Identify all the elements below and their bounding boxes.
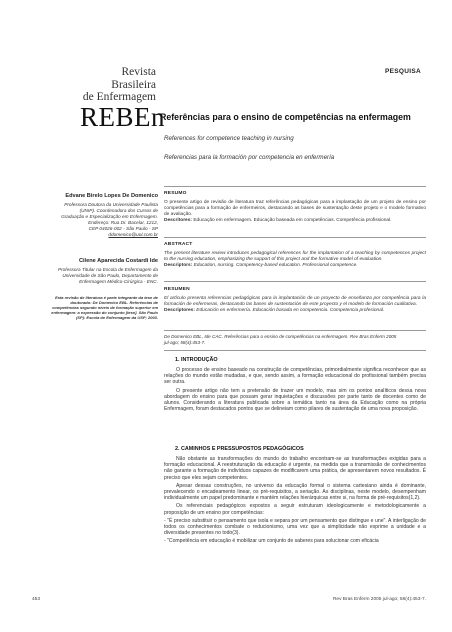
aff-line: Professora Titular na Escola de Enfermagem da xyxy=(57,267,158,272)
abstract-descriptors: Education, nursing. Competency-based education. Professional competence. xyxy=(193,263,358,268)
title-english: References for competence teaching in nursing xyxy=(164,135,294,142)
resumen-descriptors: Educación en enfermería. Educación basada en competencia. Competencia profesional. xyxy=(196,308,385,313)
resumen-heading: RESUMEN xyxy=(164,287,190,292)
aff-line: Enfermagem Médico-Cirúrgica - ENC. xyxy=(79,278,158,284)
resumen-descriptors-label: Descriptores: xyxy=(164,308,195,313)
paragraph: O presente artigo não tem a pretensão de trazer um modelo, mas sim os pontos analíticos dessa nova abordagem do ensino para que possam gerar inquietações e discussões por parte tanto de docentes como de alunos. Considerando a literatura publicada sobre a temática tanto na área da Educação como na própria Enfermagem, foram destacados pontos que se delineiam como pilares de sustentação de uma nova proposição. xyxy=(164,387,426,413)
divider xyxy=(164,330,426,331)
resumo-descriptors: Educação em enfermagem. Educação baseada em competências. Competência profissional. xyxy=(193,218,392,223)
resumo-heading: RESUMO xyxy=(164,191,187,196)
aff-line: Endereço: Rua Dr. Bacelar, 1212, xyxy=(88,219,158,225)
author-2-affiliation xyxy=(30,267,158,285)
resumen-text xyxy=(164,296,426,314)
section-label: PESQUISA xyxy=(385,68,421,75)
aff-line: Graduação e Especialização em Enfermagem. xyxy=(61,213,158,219)
abstract-text xyxy=(164,251,426,269)
article-title: Referências para o ensino de competências na enfermagem xyxy=(160,112,411,122)
journal-name-line-2: Brasileira xyxy=(111,78,156,91)
paragraph: O processo de ensino baseado na construção de competências, primordialmente significa reconhecer que as relações do mundo estão mudadas, e que, sendo assim, a formação educacional do profissional também precisa ser outra. xyxy=(164,367,426,386)
citation-line-1: De Domenico EBL, Ide CAC. Referências para o ensino de competências na enfermagem. Rev Bras Enferm 2005 xyxy=(164,334,397,339)
footer-journal-citation: Rev Bras Enferm 2005 jul-ago; 58(4):453-7. xyxy=(332,597,426,602)
quote-item: - "É preciso substituir o pensamento que isola e separa por um pensamento que distingue e une". A interligação de todos os conhecimentos combate o reducionismo, uma vez que a simplicidade não exprime a unidade e a diversidade presentes no todo(3). xyxy=(164,517,426,537)
paragraph: Não obstante as transformações do mundo do trabalho encontram-se as transformações exigidas para a formação educacional. A reestruturação da educação é urgente, na medida que a transmissão de conhecimentos não garante a formação de indivíduos capazes de modificarem uma prática, de apresentarem novos resultados. É preciso que eles sejam competentes. xyxy=(164,456,426,481)
divider xyxy=(164,237,426,238)
abstract-body: The present literature review introduces pedagogical references for the implantation of a teaching by competences project to the nursing education, emphasizing the support of this project and the formative model of evaluation. xyxy=(164,251,426,262)
author-1-affiliation xyxy=(30,202,158,237)
section-caminhos-body xyxy=(164,456,426,547)
thesis-note xyxy=(30,296,158,321)
paragraph: Os referenciais pedagógicos expostos a seguir estruturam ideologicamente e metodologicamente a proposição de um ensino por competências: xyxy=(164,503,426,516)
page-number: 453 xyxy=(32,597,41,602)
title-spanish: Referencias para la formación por competencia en enfermería xyxy=(164,154,335,161)
citation xyxy=(164,334,426,346)
section-introducao-body xyxy=(164,367,426,414)
resumo-text xyxy=(164,200,426,224)
note-line: competências segundo níveis de formação superior em xyxy=(52,304,158,310)
author-2-name: Cilene Aparecida Costardi Ide xyxy=(78,258,158,264)
section-heading-introducao: 1. INTRODUÇÃO xyxy=(175,357,218,363)
paragraph: Apesar dessas construções, no universo da educação formal o sistema cartesiano ainda é dominante, prevalecendo o encadeamento linear, os pré-requisitos, a seriação. As disciplinas, neste modelo, desempenham individualmente um papel predominante e mantém relações hierárquicas entre si, na forma de pré-requisitos(1,2). xyxy=(164,482,426,502)
aff-line: CEP 04026-002 - São Paulo - SP xyxy=(88,225,158,231)
author-1 xyxy=(30,193,158,237)
note-line: doutorado: De Domenico EBL. Referências de xyxy=(70,299,158,305)
aff-line: (UNIP). Coordenadora dos Cursos de xyxy=(79,207,158,213)
author-2 xyxy=(30,258,158,285)
note-line: (SP): Escola de Enfermagem da USP; 2003. xyxy=(75,314,158,320)
abstract-descriptors-label: Descriptors: xyxy=(164,263,193,268)
divider xyxy=(164,281,426,282)
divider xyxy=(164,350,426,351)
quote-item: - "Competência em educação é mobilizar um conjunto de saberes para solucionar com eficácia xyxy=(164,538,379,545)
resumen-body: El artículo presenta referencias pedagógicas para la implantación de un proyecto de enseñanza por competência para la formación de enfermeras, destacando las bases de sustentación de este proyecto y el modelo de formación cualitativa. xyxy=(164,296,426,307)
journal-acronym: REBEn xyxy=(80,102,166,132)
citation-line-2: jul-ago; 58(4):453-7. xyxy=(164,340,206,345)
section-heading-caminhos: 2. CAMINHOS E PRESSUPOSTOS PEDAGÓGICOS xyxy=(175,446,304,452)
abstract-heading: ABSTRACT xyxy=(164,242,193,247)
note-line: enfermagem: a expressão do conjunto [tese]. São Paulo xyxy=(51,309,158,315)
journal-name-line-3: de Enfermagem xyxy=(82,91,156,103)
journal-name-line-1: Revista xyxy=(121,66,156,78)
author-1-name: Edvane Birelo Lopes De Domenico xyxy=(65,193,158,199)
aff-line: Universidade de São Paulo, Departamento de xyxy=(62,272,158,278)
resumo-descriptors-label: Descritores: xyxy=(164,218,192,223)
divider xyxy=(164,186,426,187)
journal-name xyxy=(72,66,156,104)
note-line: Esta revisão de literatura é parte integrante da tese de xyxy=(55,295,158,300)
resumo-body: O presente artigo de revisão de literatura traz referências pedagógicas para a implantação de um projeto de ensino por competências para a formação de enfermeiros, destacando as bases de sustentação deste projeto e o modelo formativo de avaliação. xyxy=(164,200,426,217)
aff-line: Professora Doutora da Universidade Paulista xyxy=(64,202,158,207)
author-1-email-link[interactable]: ddomenico@uol.com.br xyxy=(108,231,158,237)
